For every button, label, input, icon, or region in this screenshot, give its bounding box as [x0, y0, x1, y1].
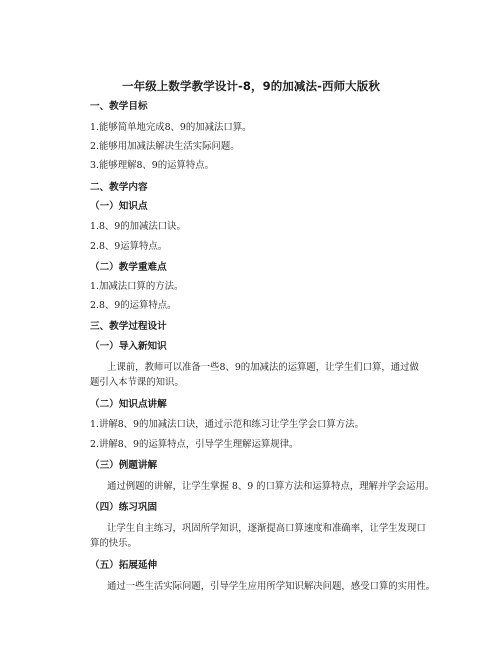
- knowledge-item: 1.8、9的加减法口诀。: [90, 221, 186, 232]
- key-point-item: 1.加减法口算的方法。: [90, 281, 184, 292]
- objective-item: 1.能够简单地完成8、9的加减法口算。: [90, 122, 252, 133]
- subsection-heading-practice: （四）练习巩固: [90, 502, 158, 513]
- paragraph-line: 上课前，教师可以准备一些8、9的加减法的运算题，让学生们口算，通过做: [107, 362, 419, 373]
- paragraph-line: 通过一些生活实际问题，引导学生应用所学知识解决问题，感受口算的实用性。: [107, 581, 436, 592]
- paragraph-line: 算的快乐。: [90, 538, 137, 549]
- explanation-item: 2.讲解8、9的运算特点，引导学生理解运算规律。: [90, 439, 299, 450]
- subsection-heading-key-points: （二）教学重难点: [90, 262, 167, 273]
- objective-item: 3.能够理解8、9的运算特点。: [90, 160, 215, 171]
- explanation-item: 1.讲解8、9的加减法口诀，通过示范和练习让学生学会口算方法。: [90, 419, 365, 430]
- subsection-heading-extension: （五）拓展延伸: [90, 560, 158, 571]
- paragraph-line: 让学生自主练习，巩固所学知识，逐渐提高口算速度和准确率，让学生发现口: [107, 523, 426, 534]
- section-heading-content: 二、教学内容: [90, 182, 148, 193]
- section-heading-process: 三、教学过程设计: [90, 321, 167, 332]
- section-heading-objectives: 一、教学目标: [90, 101, 148, 112]
- key-point-item: 2.8、9的运算特点。: [90, 300, 177, 311]
- subsection-heading-introduction: （一）导入新知识: [90, 341, 167, 352]
- paragraph-line: 通过例题的讲解，让学生掌握 8、9 的口算方法和运算特点，理解并学会运用。: [107, 481, 435, 492]
- subsection-heading-explanation: （二）知识点讲解: [90, 399, 167, 410]
- objective-item: 2.能够用加减法解决生活实际问题。: [90, 141, 240, 152]
- knowledge-item: 2.8、9运算特点。: [90, 241, 168, 252]
- page-title: 一年级上数学教学设计-8，9的加减法-西师大版秋: [122, 79, 380, 93]
- subsection-heading-knowledge: （一）知识点: [90, 201, 148, 212]
- paragraph-line: 题引入本节课的知识。: [90, 377, 184, 388]
- subsection-heading-examples: （三）例题讲解: [90, 460, 158, 471]
